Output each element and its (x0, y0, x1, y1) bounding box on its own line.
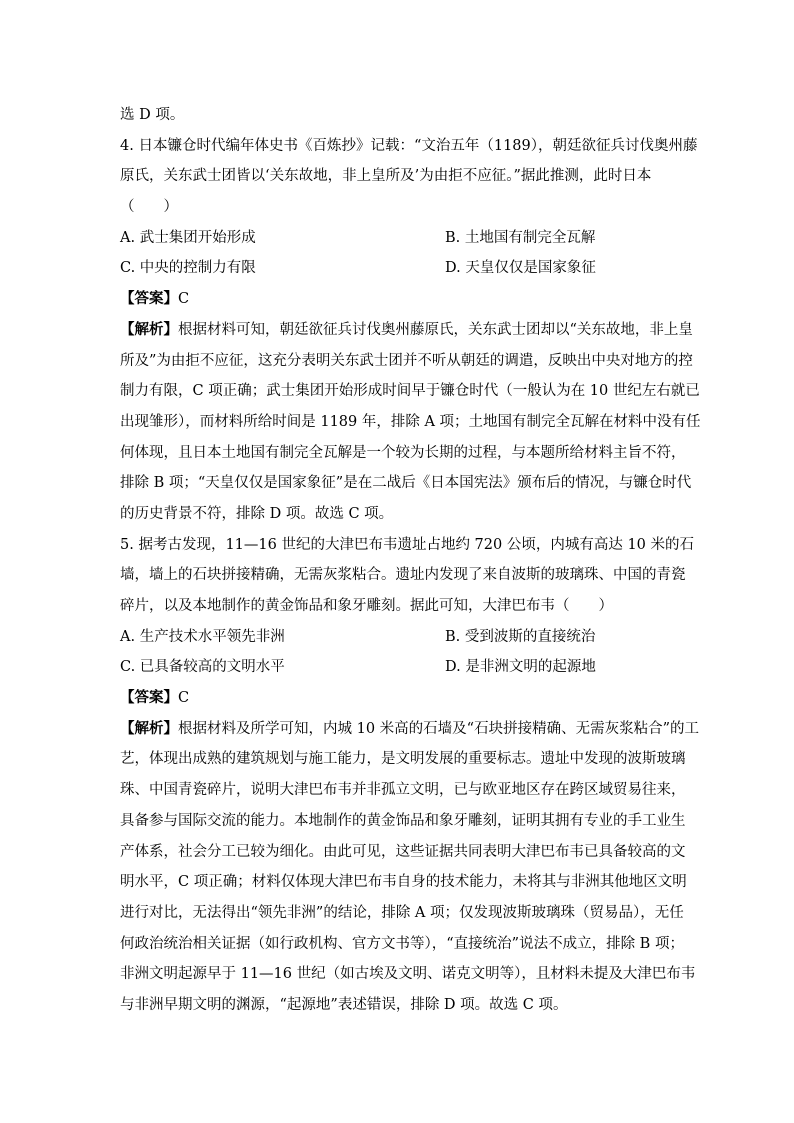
intro-line: 选 D 项。 (120, 107, 185, 123)
q4-option-a: A. 武士集团开始形成 (120, 229, 256, 246)
answer-label: 【答案】 (120, 290, 178, 308)
q4-options-row (120, 253, 685, 284)
q4-stem-line: 4. 日本镰仓时代编年体史书《百炼抄》记载：“文治五年（1189），朝廷欲征兵讨伐奥州藤 (120, 137, 698, 154)
q5-option-c: C. 已具备较高的文明水平 (120, 659, 285, 676)
q4-analysis-line: 出现雏形），而材料所给时间是 1189 年，排除 A 项；土地国有制完全瓦解在材料中没有任 (120, 413, 701, 430)
q5-options-row (120, 622, 685, 653)
q4-analysis-line: 所及”为由拒不应征，这充分表明关东武士团并不听从朝廷的调遣，反映出中央对地方的控 (120, 352, 693, 369)
q4-option-d: D. 天皇仅仅是国家象征 (445, 260, 596, 277)
analysis-text: 根据材料及所学可知，内城 10 米高的石墙及“石块拼接精确、无需灰浆粘合”的工 (178, 720, 699, 737)
q4-option-c: C. 中央的控制力有限 (120, 260, 256, 277)
q5-answer (120, 683, 685, 714)
q4-analysis-line: 何体现，且日本土地国有制完全瓦解是一个较为长期的过程，与本题所给材料主旨不符， (120, 444, 686, 461)
q4-stem-line: （ ） (120, 199, 178, 216)
q5-option-b: B. 受到波斯的直接统治 (445, 628, 596, 645)
q5-analysis-line: 与非洲早期文明的渊源，“起源地”表述错误，排除 D 项。故选 C 项。 (120, 996, 568, 1013)
question-4 (120, 131, 701, 530)
q5-analysis-line: 珠、中国青瓷碎片，说明大津巴布韦并非孤立文明，已与欧亚地区存在跨区域贸易往来， (120, 782, 686, 799)
q4-analysis-line: 制力有限，C 项正确；武士集团开始形成时间早于镰仓时代（一般认为在 10 世纪左右就已 (120, 383, 700, 400)
q4-options-row (120, 223, 685, 254)
q5-analysis-line: 具备参与国际交流的能力。本地制作的黄金饰品和象牙雕刻，证明其拥有专业的手工业生 (120, 812, 686, 829)
answer-value: C (178, 291, 190, 308)
q5-analysis-line: 艺，体现出成熟的建筑规划与施工能力，是文明发展的重要标志。遗址中发现的波斯玻璃 (120, 751, 686, 768)
q5-stem-line: 5. 据考古发现，11—16 世纪的大津巴布韦遗址占地约 720 公顷，内城有高达 10 米的石 (120, 536, 695, 553)
q4-analysis-line: 排除 B 项；“天皇仅仅是国家象征”是在二战后《日本国宪法》颁布后的情况，与镰仓时代 (120, 475, 692, 492)
q5-analysis-line: 何政治统治相关证据（如行政机构、官方文书等），“直接统治”说法不成立，排除 B 项； (120, 935, 684, 952)
q5-analysis-line: 产体系，社会分工已较为细化。由此可见，这些证据共同表明大津巴布韦已具备较高的文 (120, 843, 686, 860)
q5-analysis-line: 非洲文明起源早于 11—16 世纪（如古埃及文明、诺克文明等），且材料未提及大津巴布韦 (120, 966, 696, 983)
q5-analysis-first-line (120, 714, 699, 745)
answer-value: C (178, 690, 190, 707)
q5-analysis-line: 明水平，C 项正确；材料仅体现大津巴布韦自身的技术能力，未将其与非洲其他地区文明 (120, 874, 687, 891)
q5-stem-line: 墙，墙上的石块拼接精确，无需灰浆粘合。遗址内发现了来自波斯的玻璃珠、中国的青瓷 (120, 567, 686, 584)
answer-label: 【答案】 (120, 689, 178, 707)
q5-analysis-line: 进行对比，无法得出“领先非洲”的结论，排除 A 项；仅发现波斯玻璃珠（贸易品），无任 (120, 904, 684, 921)
analysis-label: 【解析】 (120, 719, 178, 737)
q4-analysis-line: 的历史背景不符，排除 D 项。故选 C 项。 (120, 505, 394, 522)
q5-stem-line: 碎片，以及本地制作的黄金饰品和象牙雕刻。据此可知，大津巴布韦（ ） (120, 598, 613, 614)
q5-option-d: D. 是非洲文明的起源地 (445, 659, 596, 676)
q4-answer (120, 284, 685, 315)
analysis-text: 根据材料可知，朝廷欲征兵讨伐奥州藤原氏，关东武士团却以“关东故地，非上皇 (178, 321, 693, 338)
analysis-label: 【解析】 (120, 320, 178, 338)
q4-option-b: B. 土地国有制完全瓦解 (445, 229, 596, 246)
q5-options-row (120, 652, 685, 683)
q4-analysis-first-line (120, 315, 693, 346)
document-page (120, 100, 701, 1021)
q5-option-a: A. 生产技术水平领先非洲 (120, 628, 285, 645)
question-5 (120, 530, 699, 1021)
q4-stem-line: 原氏，关东武士团皆以‘关东故地，非上皇所及’为由拒不应征。”据此推测，此时日本 (120, 168, 652, 185)
